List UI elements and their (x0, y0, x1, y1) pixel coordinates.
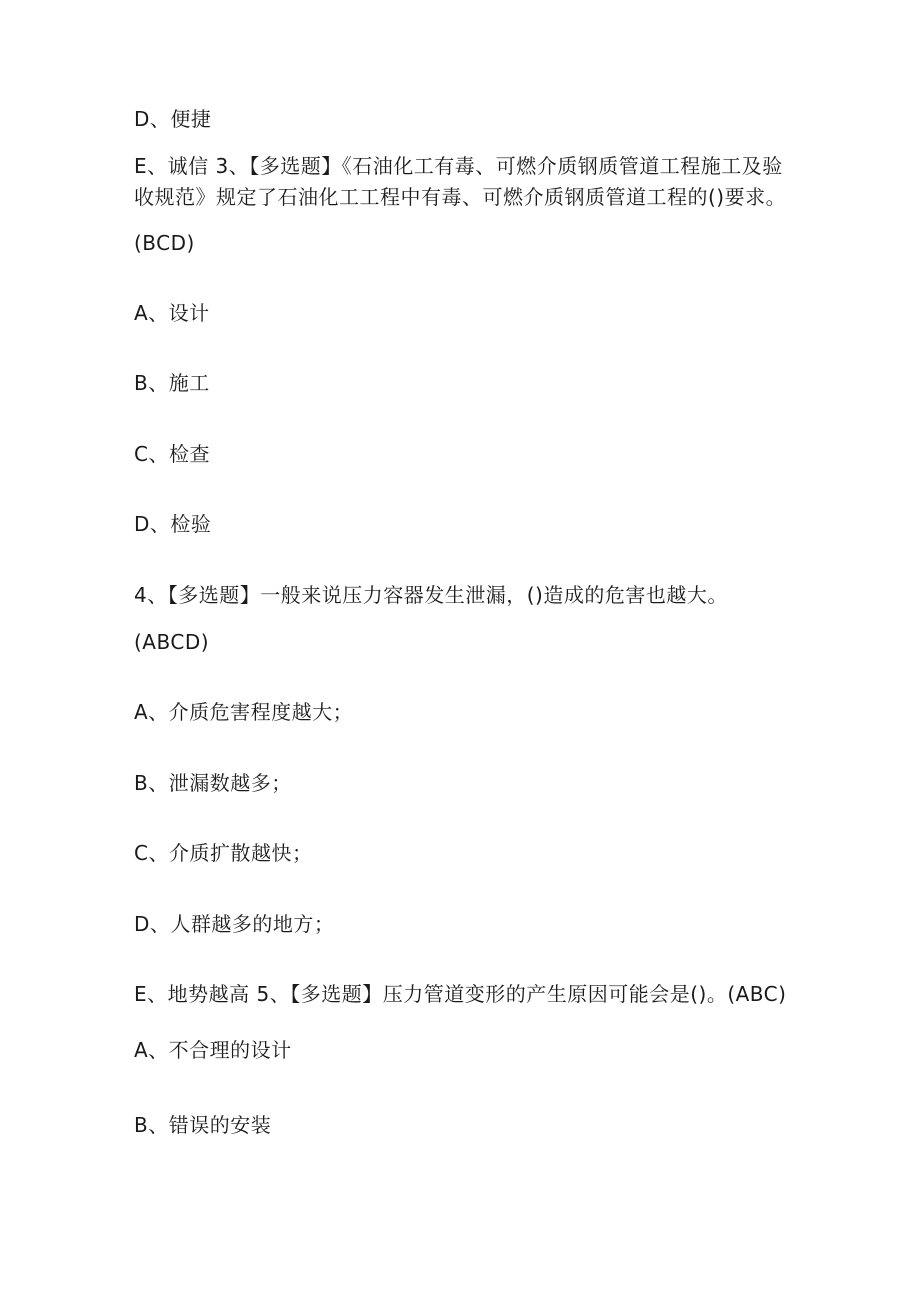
option-b-construction: B、施工 (134, 371, 210, 395)
option-b-leak-count: B、泄漏数越多； (134, 771, 292, 795)
question-4: 4、【多选题】一般来说压力容器发生泄漏，()造成的危害也越大。 (134, 583, 728, 607)
option-a-hazard: A、介质危害程度越大； (134, 700, 354, 724)
question-5: E、地势越高 5、【多选题】压力管道变形的产生原因可能会是()。(ABC) (134, 982, 787, 1006)
option-a-design: A、设计 (134, 301, 210, 325)
option-c-check: C、检查 (134, 442, 210, 466)
question-3-answer: (BCD) (134, 231, 195, 255)
option-d-crowd: D、人群越多的地方； (134, 912, 335, 936)
question-3-line-2: 收规范》规定了石油化工工程中有毒、可燃介质钢质管道工程的()要求。 (134, 185, 787, 209)
question-3-line-1: E、诚信 3、【多选题】《石油化工有毒、可燃介质钢质管道工程施工及验 (134, 154, 783, 178)
option-b-wrong-installation: B、错误的安装 (134, 1113, 272, 1137)
option-d-inspection: D、检验 (134, 512, 212, 536)
option-a-unreasonable-design: A、不合理的设计 (134, 1038, 292, 1062)
option-c-diffusion: C、介质扩散越快； (134, 841, 313, 865)
option-d-convenient: D、便捷 (134, 107, 212, 131)
question-4-answer: (ABCD) (134, 630, 210, 654)
